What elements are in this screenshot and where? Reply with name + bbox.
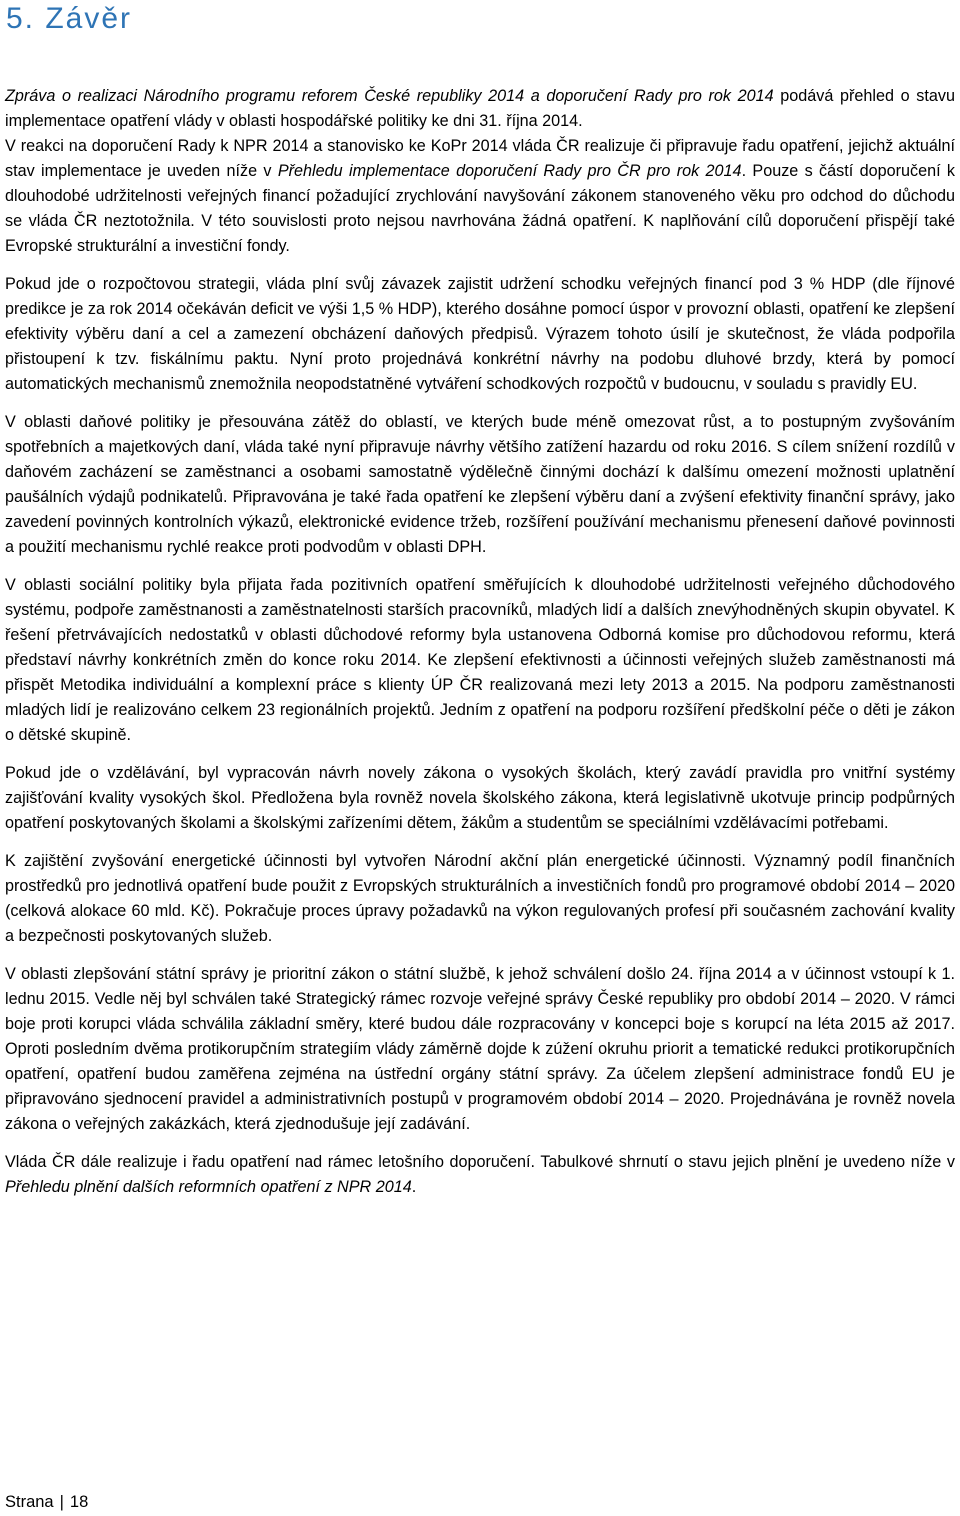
report-title: Zpráva o realizaci Národního programu reforem České republiky 2014 a doporučení Rady pro rok 2014 [5, 87, 774, 105]
paragraph-recommendations-text-1: V reakci na doporučení Rady k NPR 2014 a stanovisko ke KoPr 2014 vláda ČR realizuje či připravuje řadu opatření, jejichž aktuální stav implementace je uveden níže v [5, 137, 955, 180]
paragraph-recommendations [5, 134, 955, 259]
page-label: Strana [5, 1493, 54, 1511]
implementation-overview-reference: Přehledu implementace doporučení Rady pro ČR pro rok 2014 [277, 162, 742, 180]
paragraph-tax-policy: V oblasti daňové politiky je přesouvána zátěž do oblastí, ve kterých bude méně omezovat růst, a to postupným zvyšováním spotřebních a majetkových daní, vláda také nyní připravuje návrhy většího zatížení hazardu od roku 2016. S cílem snížení rozdílů v daňovém zacházení se zaměstnanci a osobami samostatně výdělečně činnými dochází k dalšímu omezení možnosti uplatnění paušálních výdajů podnikatelů. Připravována je také řada opatření ke zlepšení výběru daní a zvýšení efektivity finanční správy, jako zavedení povinných kontrolních výkazů, elektronické evidence tržeb, rozšíření používání mechanismu přenesení daňové povinnosti a použití mechanismu rychlé reakce proti podvodům v oblasti DPH. [5, 413, 955, 556]
paragraph-intro [5, 84, 955, 134]
paragraph-social-policy: V oblasti sociální politiky byla přijata řada pozitivních opatření směřujících k dlouhodobé udržitelnosti veřejného důchodového systému, podpoře zaměstnanosti a zaměstnatelnosti starších pracovníků, mladých lidí a dalších znevýhodněných skupin obyvatel. K řešení přetrvávajících nedostatků v oblasti důchodové reformy byla ustanovena Odborná komise pro důchodovou reformu, která představí návrhy konkrétních změn do konce roku 2014. Ke zlepšení efektivnosti a účinnosti veřejných služeb zaměstnanosti má přispět Metodika individuální a komplexní práce s klienty ÚP ČR realizovaná mezi lety 2013 a 2015. Na podporu zaměstnanosti mladých lidí je realizováno celkem 23 regionálních projektů. Jedním z opatření na podporu rozšíření předškolní péče o děti je zákon o dětské skupině. [5, 576, 955, 744]
paragraph-public-administration: V oblasti zlepšování státní správy je prioritní zákon o státní službě, k jehož schválení došlo 24. října 2014 a v účinnost vstoupí k 1. lednu 2015. Vedle něj byl schválen také Strategický rámec rozvoje veřejné správy České republiky pro období 2014 – 2020. V rámci boje proti korupci vláda schválila základní směry, které budou dále rozpracovány v koncepci boje s korupcí na léta 2015 až 2017. Oproti posledním dvěma protikorupčním strategiím vlády záměrně dojde k zúžení okruhu priorit a tematické redukci protikorupčních opatření, opatření budou zaměřena zejména na ústřední orgány státní správy. Za účelem zlepšení administrace fondů EU je připravováno sjednocení pravidel a administrativních postupů v programovém období 2014 – 2020. Projednávána je rovněž novela zákona o veřejných zakázkách, která zjednodušuje její zadávání. [5, 965, 955, 1133]
other-reforms-overview-reference: Přehledu plnění dalších reformních opatření z NPR 2014 [5, 1178, 412, 1196]
paragraph-other-measures-text-1: Vláda ČR dále realizuje i řadu opatření nad rámec letošního doporučení. Tabulkové shrnutí o stavu jejich plnění je uvedeno níže v [5, 1153, 955, 1171]
paragraph-budget-strategy: Pokud jde o rozpočtovou strategii, vláda plní svůj závazek zajistit udržení schodku veřejných financí pod 3 % HDP (dle říjnové predikce je za rok 2014 očekáván deficit ve výši 1,5 % HDP), kterého dosáhne pomocí úspor v provozní oblasti, opatření ke zlepšení efektivity výběru daní a cel a zamezení obcházení daňových předpisů. Výrazem tohoto úsilí je skutečnost, že vláda podpořila přistoupení k tzv. fiskálnímu paktu. Nyní proto projednává konkrétní návrhy na podobu dluhové brzdy, která by pomocí automatických mechanismů znemožnila neopodstatněné vytváření schodkových rozpočtů v budoucnu, v souladu s pravidly EU. [5, 275, 955, 393]
page-number: 18 [69, 1493, 89, 1511]
document-body [5, 84, 955, 1213]
page-footer [5, 1490, 88, 1514]
paragraph-recommendations-text-2: . Pouze s částí doporučení k dlouhodobé udržitelnosti veřejných financí požadující zrychlování navyšování zákonem stanoveného věku pro odchod do důchodu se vláda ČR neztotožnila. V této souvislosti proto nejsou navrhována žádná opatření. K naplňování cílů doporučení přispějí také Evropské strukturální a investiční fondy. [5, 162, 955, 255]
paragraph-intro-text: podává přehled o stavu implementace opatření vlády v oblasti hospodářské politiky ke dni 31. října 2014. [5, 87, 955, 130]
paragraph-education: Pokud jde o vzdělávání, byl vypracován návrh novely zákona o vysokých školách, který zavádí pravidla pro vnitřní systémy zajišťování kvality vysokých škol. Předložena byla rovněž novela školského zákona, která legislativně ukotvuje princip podpůrných opatření poskytovaných školami a školskými zařízeními dětem, žákům a studentům se speciálními vzdělávacími potřebami. [5, 764, 955, 832]
paragraph-other-measures [5, 1150, 955, 1200]
paragraph-other-measures-text-2: . [411, 1178, 417, 1196]
paragraph-energy-efficiency: K zajištění zvyšování energetické účinnosti byl vytvořen Národní akční plán energetické účinnosti. Významný podíl finančních prostředků pro jednotlivá opatření bude použit z Evropských strukturálních a investičních fondů pro programové období 2014 – 2020 (celková alokace 60 mld. Kč). Pokračuje proces úpravy požadavků na výkon regulovaných profesí při současném zachování kvality a bezpečnosti poskytovaných služeb. [5, 852, 955, 945]
section-heading: 5. Závěr [6, 2, 133, 35]
footer-separator: | [59, 1493, 64, 1511]
